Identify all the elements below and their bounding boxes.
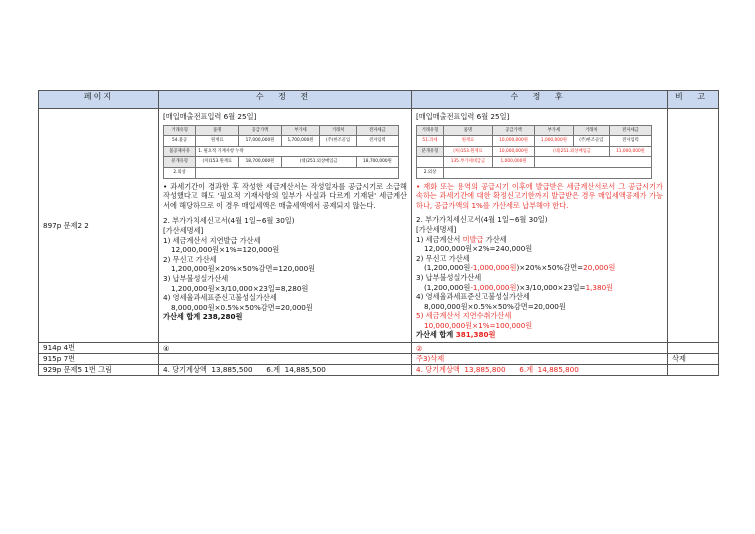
table-row [39,343,719,354]
before-line: 8,000,000원×0.5%×50%감면=20,000원 [171,302,313,312]
after-line-run: (1,200,000원 [424,282,471,292]
mini-cell: 원재료 [196,136,239,147]
page-cell: 897p 문제2 2 [39,109,159,343]
before-note: • 과세기간이 경과한 후 작성한 세금계산서는 작성일자를 공급시기로 소급해 작성했다고 해도 '필요적 기재사항의 일부가 사실과 다르게 기재된' 세금계산서에 해당하므로 이 경우 매입세액은 매출세액에서 공제되지 않는다. [163,181,407,210]
header-after: 수 정 후 [412,91,668,109]
mini-cell: (주)한조골입 [320,136,356,147]
mini-cell: 1,700,000원 [281,136,320,147]
after-line-run: 1) 세금계산서 [416,234,463,244]
remark-cell: 삭제 [668,354,719,365]
mini-cell: 135.부가세대급금 [443,157,492,168]
table-row [39,109,719,343]
mini-cell: 공급가액 [493,125,535,136]
mini-cell: (주)한조골입 [573,136,609,147]
mini-cell: 54.불공 [164,136,196,147]
mini-cell: 불공제사유 [164,146,196,157]
before-box-title: [매입매출전표입력 6월 25일] [163,112,257,121]
mini-cell: 부가세 [535,125,574,136]
remark-cell [668,365,719,376]
mini-cell: 분개유형 [164,157,196,168]
mini-cell: 거래처 [320,125,356,136]
after-line [416,215,663,225]
after-line [416,302,663,312]
after-cell: ② [412,343,668,354]
before-line: 1,200,000원×3/10,000×23일=8,280원 [171,283,309,293]
remark-cell [668,343,719,354]
mini-cell: 11,000,000원 [609,146,651,157]
before-line: 1,200,000원×20%×50%감면=120,000원 [171,264,316,274]
after-line [416,263,663,273]
after-line [416,321,663,331]
page-cell: 915p 7번 [39,354,159,365]
after-line-run: -1,000,000원 [470,263,517,273]
mini-cell: 전자입력 [609,136,651,147]
before-line: 2. 부가가치세신고서(4월 1일~6월 30일) [163,216,295,226]
remark-cell [668,109,719,343]
after-line [416,330,663,340]
before-entry-table [163,125,399,179]
after-line-run: )×20%×50%감면= [516,263,584,273]
before-line: 12,000,000원×1%=120,000원 [171,245,280,255]
mini-cell: 10,000,000원 [493,136,535,147]
after-line-run: -1,000,000원 [470,282,517,292]
before-line: 1) 세금계산서 지연발급 가산세 [163,235,261,245]
revision-table [38,90,719,376]
mini-cell: 원재료 [443,136,492,147]
after-line-run: 미발급 [462,234,484,244]
after-line-run: 1,380원 [585,282,614,292]
mini-cell: (대)251.외상매입금 [281,157,356,168]
mini-cell: 거래유형 [417,125,444,136]
after-note: • 재화 또는 용역의 공급시기 이후에 발급받은 세금계산서로서 그 공급시기가 속하는 과세기간에 대한 확정신고기한까지 발급받은 경우 매입세액공제가 가능하나, 공급가액의 1%를 가산세로 납부해야 한다. [416,181,663,210]
after-line-run: 10,000,000원×1%=100,000원 [424,320,533,330]
after-line-run: 8,000,000원×0.5%×50%감면=20,000원 [424,301,566,311]
mini-cell: 1. 필요적 기재사항 누락 [196,146,399,157]
header-note: 비 고 [668,91,719,109]
page-cell: 914p 4번 [39,343,159,354]
mini-cell [417,157,444,168]
after-cell: 4. 당기계상액 13,885,800 6.계 14,885,800 [412,365,668,376]
after-line [416,311,663,321]
mini-cell: (차)153.원재료 [443,146,492,157]
mini-cell: 51.과세 [417,136,444,147]
after-line-run: 12,000,000원×2%=240,000원 [424,244,533,254]
after-cell: 주3)삭제 [412,354,668,365]
after-line-run: )×3/10,000×23일= [516,282,586,292]
mini-cell: 전자세금 [356,125,398,136]
mini-cell: 18,700,000원 [356,157,398,168]
before-total: 가산세 합계 238,280원 [163,312,243,322]
after-line-run: 3) 납부불성실가산세 [416,272,482,282]
page-cell: 929p 문제5 1번 그림 [39,365,159,376]
mini-cell: 거래처 [573,125,609,136]
before-line: 2) 무신고 가산세 [163,254,217,264]
mini-cell: 전자세금 [609,125,651,136]
after-line-run: [가산세명세] [416,224,457,234]
mini-cell: 부가세 [281,125,320,136]
mini-cell: 거래유형 [164,125,196,136]
after-entry-table [416,125,652,179]
after-line-run: 5) 세금계산서 지연수취가산세 [416,311,512,321]
after-line [416,244,663,254]
header-before: 수 정 전 [159,91,412,109]
after-line-run: (1,200,000원 [424,263,471,273]
after-line [416,292,663,302]
after-box-title: [매입매출전표입력 6월 25일] [416,112,510,121]
table-row [39,365,719,376]
after-line-run: 4) 영세율과세표준신고불성실가산세 [416,292,530,302]
before-line: 3) 납부불성실가산세 [163,273,229,283]
after-line-run: 2) 무신고 가산세 [416,253,470,263]
header-row [39,91,719,109]
after-line [416,283,663,293]
mini-cell: 품명 [196,125,239,136]
after-line-run: 가산세 합계 [416,330,456,340]
before-line: [가산세명세] [163,225,204,235]
before-cell [159,354,412,365]
mini-cell: 2.외상 [164,167,196,178]
after-line-run: 20,000원 [583,263,616,273]
before-cell: 4. 당기계상액 13,885,500 6.계 14,885,500 [159,365,412,376]
before-cell [159,109,412,343]
mini-cell: 분개유형 [417,146,444,157]
after-line-run: 2. 부가가치세신고서(4월 1일~6월 30일) [416,215,548,225]
mini-cell: 전자입력 [356,136,398,147]
mini-cell: 10,000,000원 [493,146,535,157]
after-lines [416,215,663,340]
mini-cell: 공급가액 [239,125,281,136]
table-row [39,354,719,365]
mini-cell: 17,000,000원 [239,136,281,147]
after-line [416,254,663,264]
before-line: 4) 영세율과세표준신고불성실가산세 [163,293,277,303]
after-line-run: 가산세 [483,234,507,244]
mini-cell: (차)153.원재료 [196,157,239,168]
mini-cell: 18,700,000원 [239,157,281,168]
after-line [416,225,663,235]
after-line-run: 381,380원 [455,330,496,340]
mini-cell: 1,000,000원 [535,136,574,147]
after-line [416,273,663,283]
mini-cell: 품명 [443,125,492,136]
after-cell [412,109,668,343]
header-page: 페이지 [39,91,159,109]
before-cell: ④ [159,343,412,354]
mini-cell: (대)251.외상매입금 [535,146,610,157]
after-line [416,235,663,245]
mini-cell: 1,000,000원 [493,157,535,168]
mini-cell: 2.외상 [417,167,444,178]
